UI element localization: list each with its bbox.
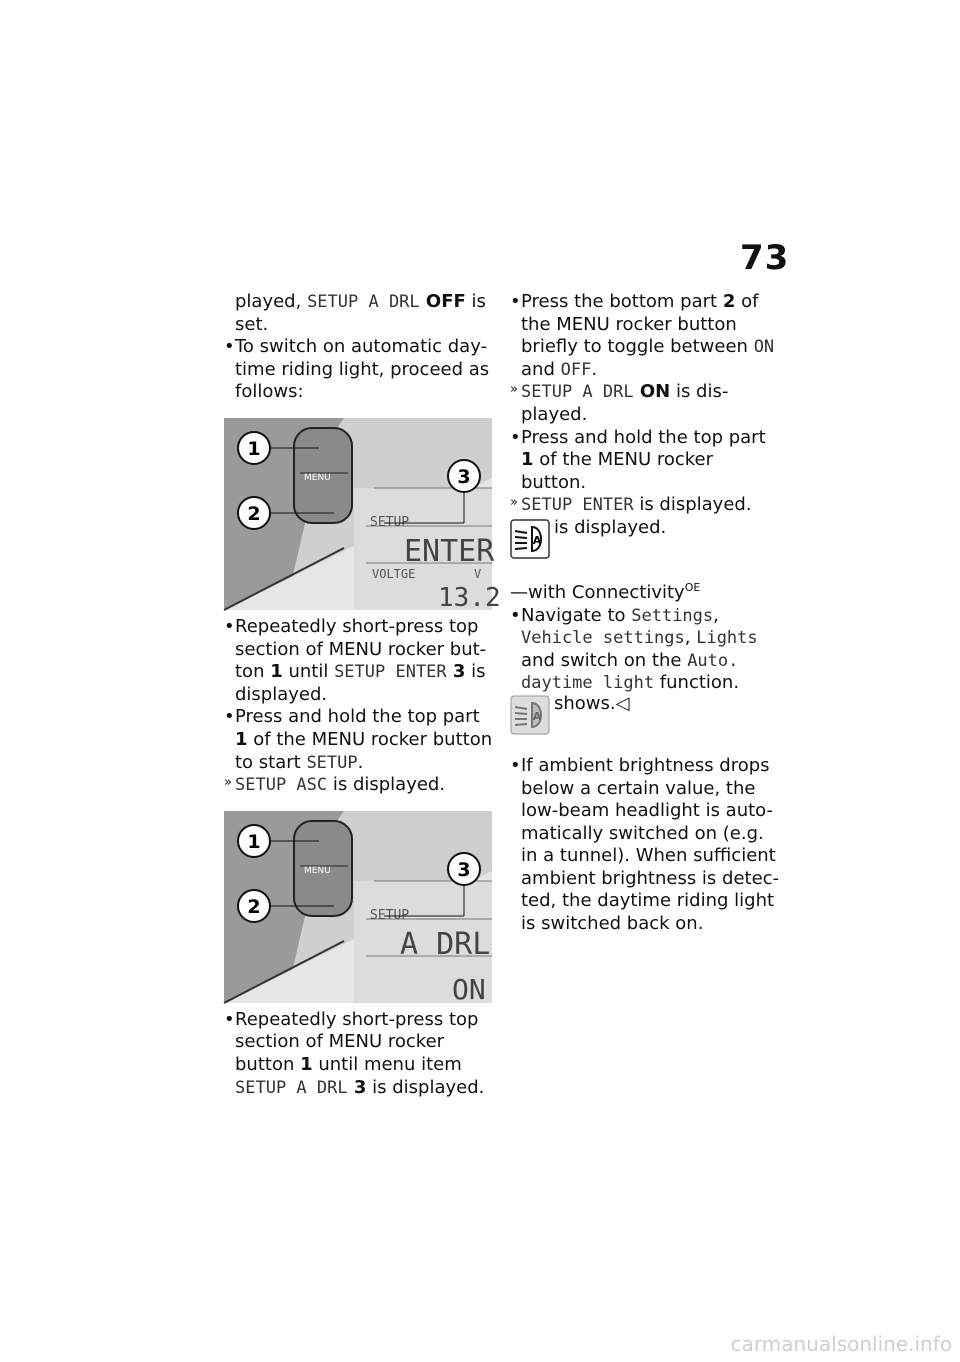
- bullet-icon: •: [510, 291, 521, 312]
- lcd-setup: SETUP: [370, 514, 410, 530]
- bullet-icon: •: [224, 615, 235, 637]
- bullet-item: • To switch on automatic day-time riding light, proceed as follows:: [224, 336, 490, 403]
- result-item: » SETUP ENTER is displayed.: [510, 494, 752, 516]
- lcd-value: ON: [452, 972, 486, 1006]
- result-item: » SETUP A DRL ON is dis-played.: [510, 381, 729, 425]
- bullet-icon: •: [224, 706, 235, 728]
- lcd-unit: V: [474, 566, 482, 581]
- bullet-icon: •: [510, 604, 521, 626]
- automatic-daytime-light-icon: [510, 519, 550, 559]
- page-number: 73: [740, 238, 790, 278]
- lcd-sub-label: VOLTGE: [372, 566, 416, 581]
- callout-1: 1: [247, 830, 261, 853]
- bullet-icon: •: [224, 1008, 235, 1030]
- callout-3: 3: [457, 858, 471, 881]
- icon-line: A shows.◁: [510, 695, 780, 747]
- lcd-value: 13.2: [438, 582, 501, 613]
- figure-setup-a-drl: [224, 811, 492, 1006]
- svg-text:A: A: [532, 533, 542, 547]
- lcd-main: ENTER: [404, 533, 495, 569]
- bullet-icon: •: [510, 426, 521, 448]
- left-column: [224, 291, 501, 1099]
- callout-1: 1: [247, 437, 261, 460]
- bullet-item: • Repeatedly short-press top section of MENU rocker button 1 until menu item SETUP A DRL 3 is displayed.: [224, 1008, 485, 1098]
- paragraph-continued: played, SETUP A DRL OFF is set.: [235, 291, 486, 335]
- watermark: carmanualsonline.info: [730, 1332, 952, 1356]
- menu-button-label: MENU: [304, 472, 331, 483]
- callout-2: 2: [247, 895, 261, 918]
- icon-line: A is displayed.: [510, 519, 780, 567]
- bullet-icon: •: [510, 754, 521, 776]
- bullet-item: • Navigate to Settings, Vehicle settings, Lights and switch on the Auto. daytime light function.: [510, 604, 758, 694]
- bullet-item: • Press and hold the top part 1 of the MENU rocker button.: [510, 426, 766, 493]
- svg-text:A: A: [532, 709, 542, 723]
- bullet-item: • Repeatedly short-press top section of MENU rocker but-ton 1 until SETUP ENTER 3 is displayed.: [224, 615, 487, 705]
- result-marker-icon: »: [224, 775, 232, 791]
- bullet-item: • Press and hold the top part 1 of the MENU rocker button to start SETUP.: [224, 706, 493, 773]
- bullet-icon: •: [224, 336, 235, 358]
- result-item: » SETUP ASC is displayed.: [224, 774, 446, 796]
- lcd-main: A DRL: [400, 926, 491, 962]
- figure-setup-enter: [224, 418, 501, 613]
- right-column: [510, 291, 780, 936]
- option-heading: —with Connectivity$^{OE}$: [510, 580, 701, 603]
- menu-button-label: MENU: [304, 865, 331, 876]
- lcd-setup: SETUP: [370, 907, 410, 923]
- bullet-item: • Press the bottom part 2 of the MENU rocker button briefly to toggle between ON and OFF.: [510, 291, 775, 380]
- callout-2: 2: [247, 502, 261, 525]
- automatic-daytime-light-icon: [510, 695, 550, 735]
- result-marker-icon: »: [510, 495, 518, 511]
- result-marker-icon: »: [510, 382, 518, 398]
- callout-3: 3: [457, 465, 471, 488]
- bullet-item: • If ambient brightness drops below a certain value, the low-beam headlight is auto-matically switched on (e.g. in a tunnel). When sufficient ambient brightness is detec-ted, the daytime riding light is switched back on.: [510, 754, 780, 935]
